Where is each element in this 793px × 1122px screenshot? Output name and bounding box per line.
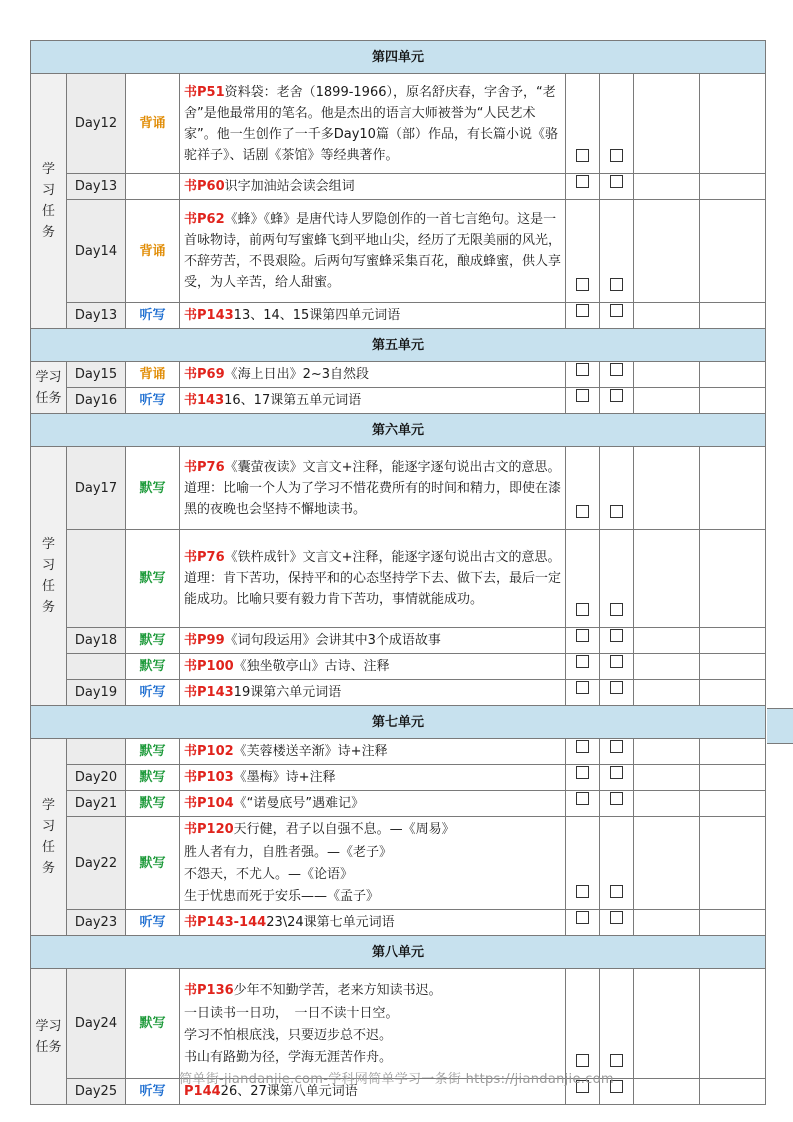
blank-cell	[700, 628, 766, 654]
checkbox-cell	[600, 791, 634, 817]
task-label: 学习任务	[35, 1018, 62, 1055]
checkbox-cell	[600, 174, 634, 200]
task-type: 默写	[126, 654, 180, 680]
task-type: 默写	[126, 739, 180, 765]
blank-cell	[700, 447, 766, 530]
content-text: 23\24课第七单元词语	[266, 915, 395, 930]
task-label: 学习任务	[41, 537, 55, 615]
day-label: Day16	[67, 388, 126, 414]
blank-cell	[700, 910, 766, 936]
checkbox[interactable]	[610, 1054, 623, 1067]
content-text: 19课第六单元词语	[233, 685, 342, 700]
checkbox-cell	[600, 765, 634, 791]
blank-cell	[700, 530, 766, 628]
book-reference: 书P143-144	[184, 915, 267, 930]
checkbox[interactable]	[576, 1054, 589, 1067]
checkbox-cell	[566, 74, 600, 174]
task-row	[31, 447, 766, 530]
blank-cell	[700, 969, 766, 1079]
checkbox-cell	[566, 765, 600, 791]
checkbox-cell	[566, 200, 600, 303]
day-label	[67, 530, 126, 628]
content-line	[184, 864, 561, 886]
content-line	[184, 793, 561, 814]
content-text: 《墨梅》诗+注释	[233, 770, 336, 785]
checkbox-cell	[566, 530, 600, 628]
checkbox-cell	[600, 739, 634, 765]
day-label: Day18	[67, 628, 126, 654]
book-reference: 书P69	[184, 367, 225, 382]
book-reference: 书P143	[184, 685, 234, 700]
content-line	[184, 842, 561, 864]
blank-cell	[634, 362, 700, 388]
checkbox-cell	[600, 303, 634, 329]
unit-title: 第五单元	[31, 329, 766, 362]
day-label: Day14	[67, 200, 126, 303]
content-text: 《词句段运用》会讲其中3个成语故事	[224, 633, 441, 648]
checkbox-cell	[566, 654, 600, 680]
content-line	[184, 1025, 561, 1047]
checkbox[interactable]	[610, 681, 623, 694]
checkbox[interactable]	[610, 149, 623, 162]
checkbox-cell	[600, 362, 634, 388]
book-reference: 书P76	[184, 550, 225, 565]
task-content	[180, 362, 566, 388]
blank-cell	[634, 654, 700, 680]
content-text: 16、17课第五单元词语	[224, 393, 362, 408]
content-text: 《蜂》《蜂》是唐代诗人罗隐创作的一首七言绝句。这是一首咏物诗，前两句写蜜蜂飞到平地山尖，经历了无限美丽的风光，不辞劳苦，不畏艰险。后两句写蜜蜂采集百花，酿成蜂蜜，供人享受，为人辛苦，给人甜蜜。	[184, 212, 562, 290]
checkbox[interactable]	[576, 389, 589, 402]
content-text: 生于忧患而死于安乐——《孟子》	[184, 889, 380, 904]
content-line	[184, 912, 561, 933]
task-content	[180, 388, 566, 414]
checkbox-cell	[600, 628, 634, 654]
blank-cell	[700, 303, 766, 329]
content-text: 《独坐敬亭山》古诗、注释	[233, 659, 390, 674]
book-reference: 书P100	[184, 659, 234, 674]
task-type: 听写	[126, 388, 180, 414]
study-plan-table	[30, 40, 766, 1105]
content-line	[184, 547, 561, 610]
content-text: 天行健，君子以自强不息。—《周易》	[233, 822, 455, 837]
day-label: Day15	[67, 362, 126, 388]
content-text: 不怨天，不尤人。—《论语》	[184, 867, 354, 882]
checkbox[interactable]	[576, 766, 589, 779]
task-content	[180, 74, 566, 174]
content-line	[184, 979, 561, 1003]
checkbox-cell	[566, 628, 600, 654]
checkbox[interactable]	[576, 603, 589, 616]
task-content	[180, 447, 566, 530]
task-row	[31, 174, 766, 200]
task-row	[31, 74, 766, 174]
task-content	[180, 303, 566, 329]
unit-header-row	[31, 41, 766, 74]
day-label: Day21	[67, 791, 126, 817]
day-label: Day23	[67, 910, 126, 936]
blank-cell	[700, 680, 766, 706]
blank-cell	[700, 174, 766, 200]
checkbox[interactable]	[610, 629, 623, 642]
checkbox-cell	[600, 200, 634, 303]
content-text: 《囊萤夜读》文言文+注释，能逐字逐句说出古文的意思。道理：比喻一个人为了学习不惜花费所有的时间和精力，即使在漆黑的夜晚也会坚持不懈地读书。	[184, 459, 562, 517]
task-row	[31, 628, 766, 654]
blank-cell	[634, 303, 700, 329]
task-type: 默写	[126, 530, 180, 628]
task-content	[180, 910, 566, 936]
task-row	[31, 654, 766, 680]
checkbox[interactable]	[576, 911, 589, 924]
day-label: Day13	[67, 303, 126, 329]
book-reference: 书P120	[184, 822, 234, 837]
content-line	[184, 176, 561, 197]
checkbox[interactable]	[576, 681, 589, 694]
task-row	[31, 530, 766, 628]
unit-title: 第七单元	[31, 706, 766, 739]
book-reference: 书P99	[184, 633, 225, 648]
checkbox[interactable]	[610, 278, 623, 291]
side-tab-decoration	[767, 708, 793, 744]
task-row	[31, 910, 766, 936]
day-label: Day25	[67, 1079, 126, 1105]
task-row	[31, 388, 766, 414]
task-type: 听写	[126, 303, 180, 329]
content-line	[184, 390, 561, 411]
blank-cell	[634, 200, 700, 303]
blank-cell	[634, 910, 700, 936]
unit-header-row	[31, 414, 766, 447]
content-line	[184, 656, 561, 677]
checkbox[interactable]	[610, 911, 623, 924]
checkbox-cell	[600, 680, 634, 706]
content-text: 书山有路勤为径，学海无涯苦作舟。	[184, 1049, 393, 1065]
task-row	[31, 739, 766, 765]
task-row	[31, 817, 766, 910]
blank-cell	[634, 765, 700, 791]
blank-cell	[634, 791, 700, 817]
checkbox-cell	[600, 910, 634, 936]
blank-cell	[634, 174, 700, 200]
checkbox[interactable]	[610, 740, 623, 753]
checkbox-cell	[566, 791, 600, 817]
task-type: 听写	[126, 1079, 180, 1105]
checkbox-cell	[600, 74, 634, 174]
checkbox[interactable]	[576, 740, 589, 753]
content-line	[184, 682, 561, 703]
blank-cell	[634, 739, 700, 765]
book-reference: P144	[184, 1084, 221, 1099]
checkbox-cell	[566, 174, 600, 200]
content-text: 资料袋：老舍（1899-1966），原名舒庆春，字舍予，“老舍”是他最常用的笔名。他是杰出的语言大师被誉为“人民艺术家”。他一生创作了一千多Day10篇（部）作品，有长篇小说《骆驼祥子》、话剧《茶馆》等经典著作。	[184, 84, 558, 163]
content-line	[184, 1047, 561, 1069]
task-row	[31, 680, 766, 706]
day-label: Day12	[67, 74, 126, 174]
book-reference: 书P143	[184, 308, 234, 323]
checkbox-cell	[566, 388, 600, 414]
task-content	[180, 174, 566, 200]
blank-cell	[634, 530, 700, 628]
blank-cell	[634, 817, 700, 910]
checkbox[interactable]	[610, 505, 623, 518]
book-reference: 书P51	[184, 84, 225, 100]
day-label: Day24	[67, 969, 126, 1079]
task-label-cell	[31, 739, 67, 936]
checkbox[interactable]	[610, 389, 623, 402]
blank-cell	[700, 200, 766, 303]
task-type	[126, 174, 180, 200]
content-line	[184, 209, 561, 293]
unit-header-row	[31, 329, 766, 362]
checkbox[interactable]	[610, 304, 623, 317]
content-text: 学习不怕根底浅，只要迈步总不迟。	[184, 1027, 393, 1043]
checkbox-cell	[566, 447, 600, 530]
blank-cell	[700, 74, 766, 174]
unit-title: 第四单元	[31, 41, 766, 74]
book-reference: 书P62	[184, 212, 225, 227]
task-type: 默写	[126, 791, 180, 817]
day-label: Day13	[67, 174, 126, 200]
task-label: 学习任务	[35, 369, 62, 406]
task-type: 背诵	[126, 74, 180, 174]
watermark: 简单街-jiandanjie.com-学科网简单学习一条街 https://jiandanjie.com	[179, 1072, 614, 1087]
content-text: 《铁杵成针》文言文+注释，能逐字逐句说出古文的意思。道理：肯下苦功，保持平和的心态坚持学下去、做下去，最后一定能成功。比喻只要有毅力肯下苦功，事情就能成功。	[184, 550, 562, 607]
checkbox[interactable]	[576, 885, 589, 898]
task-content	[180, 791, 566, 817]
unit-header-row	[31, 936, 766, 969]
day-label	[67, 739, 126, 765]
blank-cell	[700, 654, 766, 680]
day-label: Day19	[67, 680, 126, 706]
task-row	[31, 765, 766, 791]
task-label-cell	[31, 447, 67, 706]
content-text: 13、14、15课第四单元词语	[233, 308, 401, 323]
task-row	[31, 200, 766, 303]
task-type: 背诵	[126, 200, 180, 303]
task-content	[180, 680, 566, 706]
checkbox-cell	[600, 969, 634, 1079]
task-type: 背诵	[126, 362, 180, 388]
checkbox[interactable]	[610, 603, 623, 616]
book-reference: 书P60	[184, 179, 225, 194]
content-line	[184, 818, 561, 842]
content-line	[184, 1003, 561, 1025]
task-label: 学习任务	[41, 162, 55, 240]
task-type: 默写	[126, 765, 180, 791]
checkbox-cell	[600, 654, 634, 680]
content-text: 一日读书一日功， 一日不读十日空。	[184, 1005, 399, 1021]
checkbox-cell	[600, 530, 634, 628]
blank-cell	[700, 791, 766, 817]
task-row	[31, 969, 766, 1079]
checkbox[interactable]	[576, 278, 589, 291]
task-type: 听写	[126, 680, 180, 706]
blank-cell	[700, 765, 766, 791]
content-text: 胜人者有力，自胜者强。—《老子》	[184, 845, 393, 860]
content-line	[184, 457, 561, 520]
task-content	[180, 765, 566, 791]
task-row	[31, 791, 766, 817]
unit-header-row	[31, 706, 766, 739]
blank-cell	[700, 388, 766, 414]
checkbox-cell	[566, 362, 600, 388]
checkbox[interactable]	[576, 792, 589, 805]
unit-title: 第八单元	[31, 936, 766, 969]
task-row	[31, 362, 766, 388]
checkbox[interactable]	[610, 363, 623, 376]
checkbox[interactable]	[610, 766, 623, 779]
book-reference: 书143	[184, 393, 225, 408]
blank-cell	[700, 817, 766, 910]
content-line	[184, 886, 561, 908]
content-text: 《芙蓉楼送辛渐》诗+注释	[233, 744, 388, 759]
blank-cell	[634, 447, 700, 530]
book-reference: 书P102	[184, 744, 234, 759]
content-text: 识字加油站会读会组词	[224, 179, 355, 194]
day-label: Day22	[67, 817, 126, 910]
content-text: 《海上日出》2~3自然段	[224, 367, 370, 382]
day-label: Day17	[67, 447, 126, 530]
task-label-cell	[31, 362, 67, 414]
checkbox[interactable]	[610, 885, 623, 898]
content-line	[184, 82, 561, 166]
checkbox[interactable]	[576, 629, 589, 642]
checkbox-cell	[600, 388, 634, 414]
task-content	[180, 817, 566, 910]
blank-cell	[700, 362, 766, 388]
book-reference: 书P103	[184, 770, 234, 785]
blank-cell	[634, 680, 700, 706]
book-reference: 书P76	[184, 459, 225, 475]
task-content	[180, 654, 566, 680]
task-type: 默写	[126, 628, 180, 654]
task-type: 默写	[126, 969, 180, 1079]
blank-cell	[634, 388, 700, 414]
task-content	[180, 200, 566, 303]
checkbox[interactable]	[576, 304, 589, 317]
checkbox[interactable]	[610, 655, 623, 668]
content-line	[184, 741, 561, 762]
content-line	[184, 305, 561, 326]
content-line	[184, 767, 561, 788]
checkbox[interactable]	[576, 655, 589, 668]
blank-cell	[634, 74, 700, 174]
checkbox[interactable]	[576, 149, 589, 162]
checkbox-cell	[566, 910, 600, 936]
task-content	[180, 530, 566, 628]
book-reference: 书P104	[184, 796, 234, 811]
task-type: 默写	[126, 817, 180, 910]
day-label	[67, 654, 126, 680]
content-text: 《“诺曼底号”遇难记》	[233, 796, 365, 811]
checkbox-cell	[600, 447, 634, 530]
blank-cell	[700, 739, 766, 765]
task-label-cell	[31, 74, 67, 329]
checkbox-cell	[566, 817, 600, 910]
unit-title: 第六单元	[31, 414, 766, 447]
checkbox-cell	[566, 303, 600, 329]
day-label: Day20	[67, 765, 126, 791]
checkbox[interactable]	[610, 792, 623, 805]
content-text: 26、27课第八单元词语	[220, 1084, 358, 1099]
content-line	[184, 630, 561, 651]
checkbox[interactable]	[610, 175, 623, 188]
task-content	[180, 739, 566, 765]
checkbox-cell	[600, 817, 634, 910]
checkbox-cell	[566, 969, 600, 1079]
blank-cell	[634, 969, 700, 1079]
task-type: 听写	[126, 910, 180, 936]
task-row	[31, 303, 766, 329]
checkbox-cell	[566, 739, 600, 765]
content-text: 少年不知勤学苦，老来方知读书迟。	[233, 982, 442, 998]
checkbox[interactable]	[576, 505, 589, 518]
checkbox-cell	[566, 680, 600, 706]
content-line	[184, 364, 561, 385]
task-content	[180, 969, 566, 1079]
task-type: 默写	[126, 447, 180, 530]
task-label: 学习任务	[41, 798, 55, 876]
checkbox[interactable]	[576, 363, 589, 376]
task-content	[180, 628, 566, 654]
checkbox[interactable]	[576, 175, 589, 188]
book-reference: 书P136	[184, 982, 234, 998]
blank-cell	[634, 628, 700, 654]
